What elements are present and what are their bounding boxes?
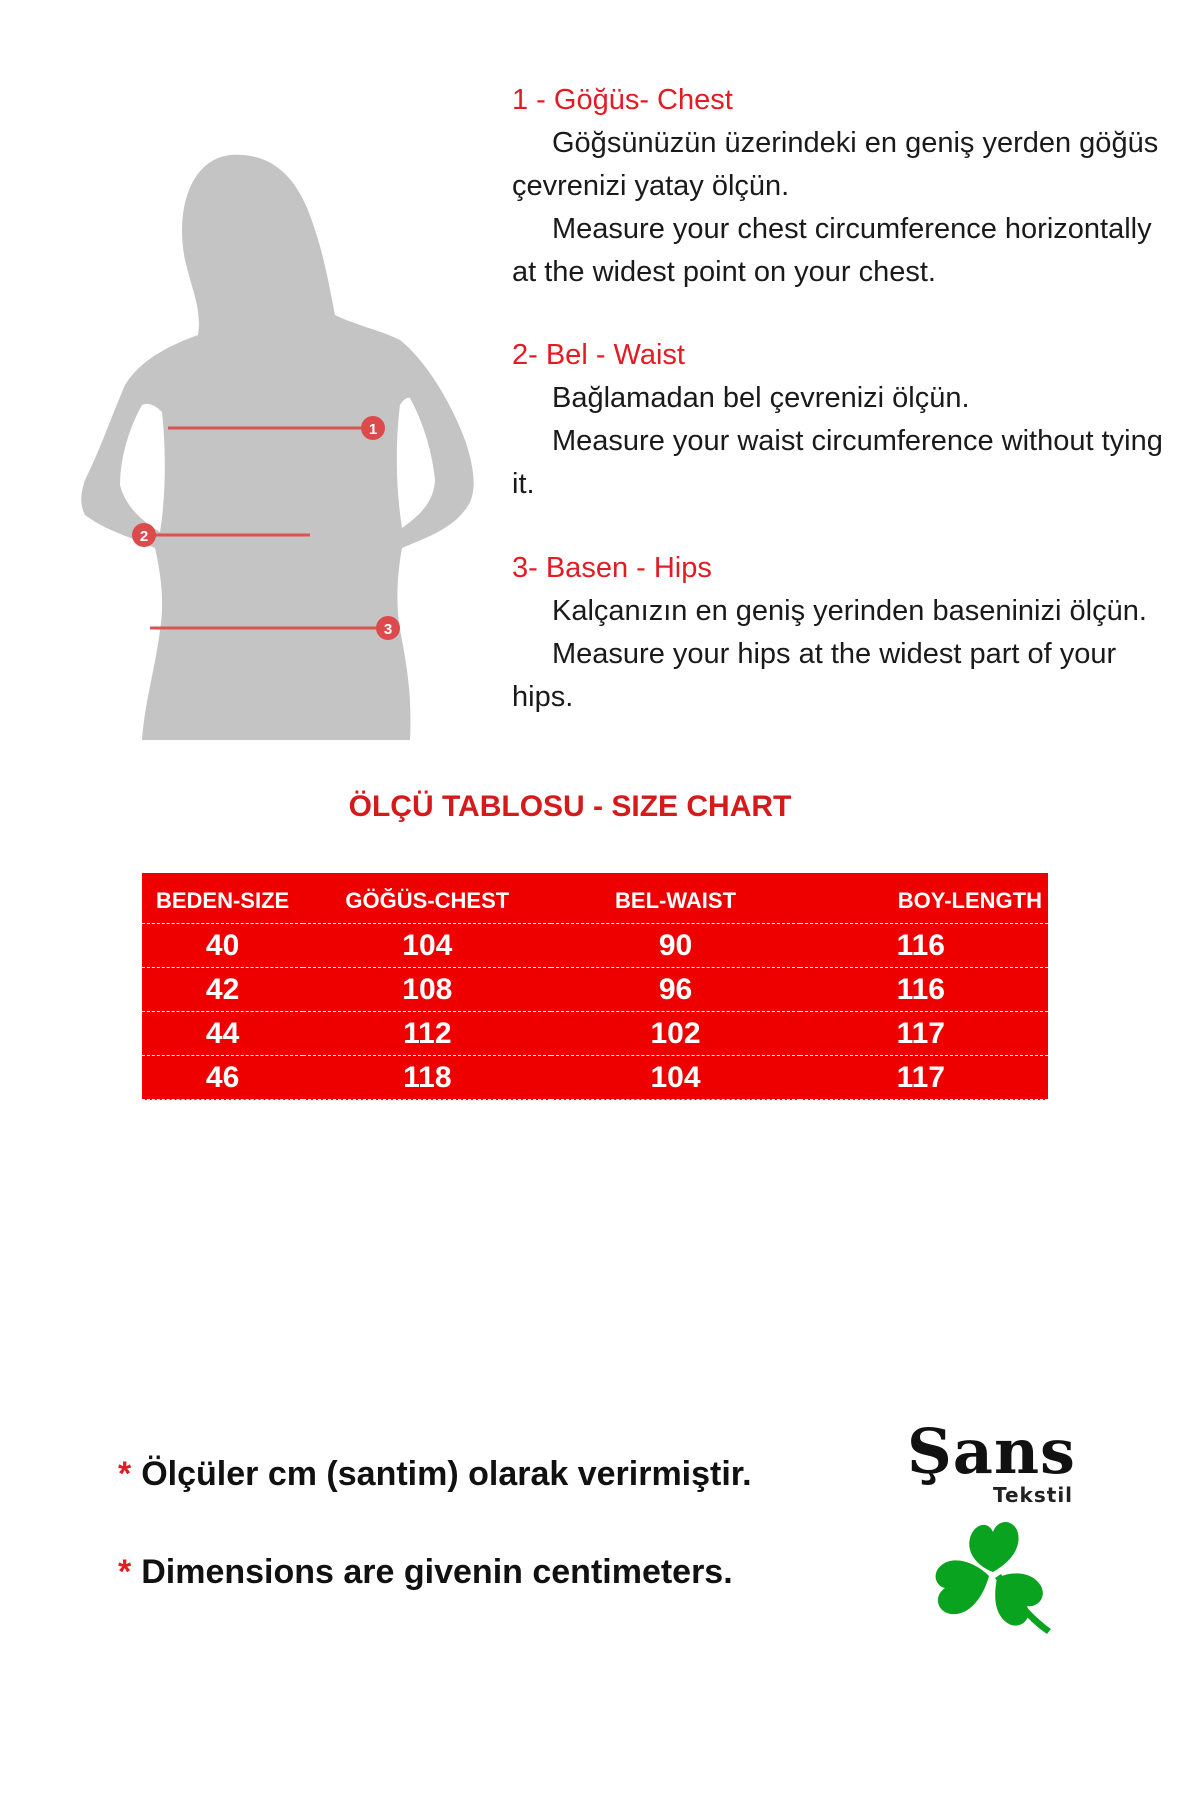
silhouette-illustration xyxy=(80,150,480,740)
hips-text-tr: Kalçanızın en geniş yerinden baseninizi ölçün. xyxy=(552,595,1147,627)
cell-chest: 108 xyxy=(303,968,551,1012)
logo-name: Şans xyxy=(907,1415,1076,1488)
clover-icon xyxy=(925,1510,1065,1650)
cell-size: 46 xyxy=(142,1056,303,1100)
chest-instructions xyxy=(512,80,1172,294)
table-row xyxy=(142,1012,1048,1056)
hips-instructions xyxy=(512,548,1172,719)
cell-length: 116 xyxy=(800,924,1048,968)
waist-title: 2- Bel - Waist xyxy=(512,339,685,371)
cell-size: 42 xyxy=(142,968,303,1012)
note-text: Dimensions are givenin centimeters. xyxy=(141,1553,733,1591)
waist-marker xyxy=(132,523,156,547)
table-row xyxy=(142,1056,1048,1100)
chest-text-en: Measure your chest circumference horizontally at the widest point on your chest. xyxy=(512,213,1152,288)
header-chest: GÖĞÜS-CHEST xyxy=(303,873,551,924)
chest-marker xyxy=(361,416,385,440)
note-text: Ölçüler cm (santim) olarak verirmiştir. xyxy=(141,1455,752,1493)
svg-text:1: 1 xyxy=(368,421,378,438)
size-chart-title: ÖLÇÜ TABLOSU - SIZE CHART xyxy=(348,790,792,823)
hips-title: 3- Basen - Hips xyxy=(512,552,712,584)
cell-chest: 118 xyxy=(303,1056,551,1100)
note-star: * xyxy=(118,1455,132,1493)
note-units-en xyxy=(118,1553,878,1592)
body-measurement-figure xyxy=(80,150,480,740)
chest-text-tr: Göğsünüzün üzerindeki en geniş yerden göğüs çevrenizi yatay ölçün. xyxy=(512,127,1159,202)
note-star: * xyxy=(118,1553,132,1591)
cell-size: 40 xyxy=(142,924,303,968)
header-size: BEDEN-SIZE xyxy=(142,873,303,924)
hips-marker xyxy=(376,616,400,640)
table-header-row xyxy=(142,873,1048,924)
cell-chest: 104 xyxy=(303,924,551,968)
header-length: BOY-LENGTH xyxy=(800,873,1048,924)
cell-size: 44 xyxy=(142,1012,303,1056)
cell-waist: 104 xyxy=(551,1056,799,1100)
chest-title: 1 - Göğüs- Chest xyxy=(512,84,733,116)
hips-text-en: Measure your hips at the widest part of your hips. xyxy=(512,638,1117,713)
svg-text:2: 2 xyxy=(139,528,149,545)
table-row xyxy=(142,968,1048,1012)
waist-text-tr: Bağlamadan bel çevrenizi ölçün. xyxy=(552,382,970,414)
svg-text:3: 3 xyxy=(383,621,393,638)
cell-waist: 96 xyxy=(551,968,799,1012)
cell-waist: 90 xyxy=(551,924,799,968)
cell-waist: 102 xyxy=(551,1012,799,1056)
cell-length: 117 xyxy=(800,1056,1048,1100)
waist-text-en: Measure your waist circumference without tying it. xyxy=(512,425,1163,500)
waist-instructions xyxy=(512,335,1172,506)
cell-length: 116 xyxy=(800,968,1048,1012)
cell-chest: 112 xyxy=(303,1012,551,1056)
logo-subtitle: Tekstil xyxy=(993,1483,1074,1507)
header-waist: BEL-WAIST xyxy=(551,873,799,924)
table-row xyxy=(142,924,1048,968)
brand-logo xyxy=(895,1415,1095,1645)
size-chart-table xyxy=(142,873,1048,1100)
note-units-tr xyxy=(118,1455,878,1494)
cell-length: 117 xyxy=(800,1012,1048,1056)
